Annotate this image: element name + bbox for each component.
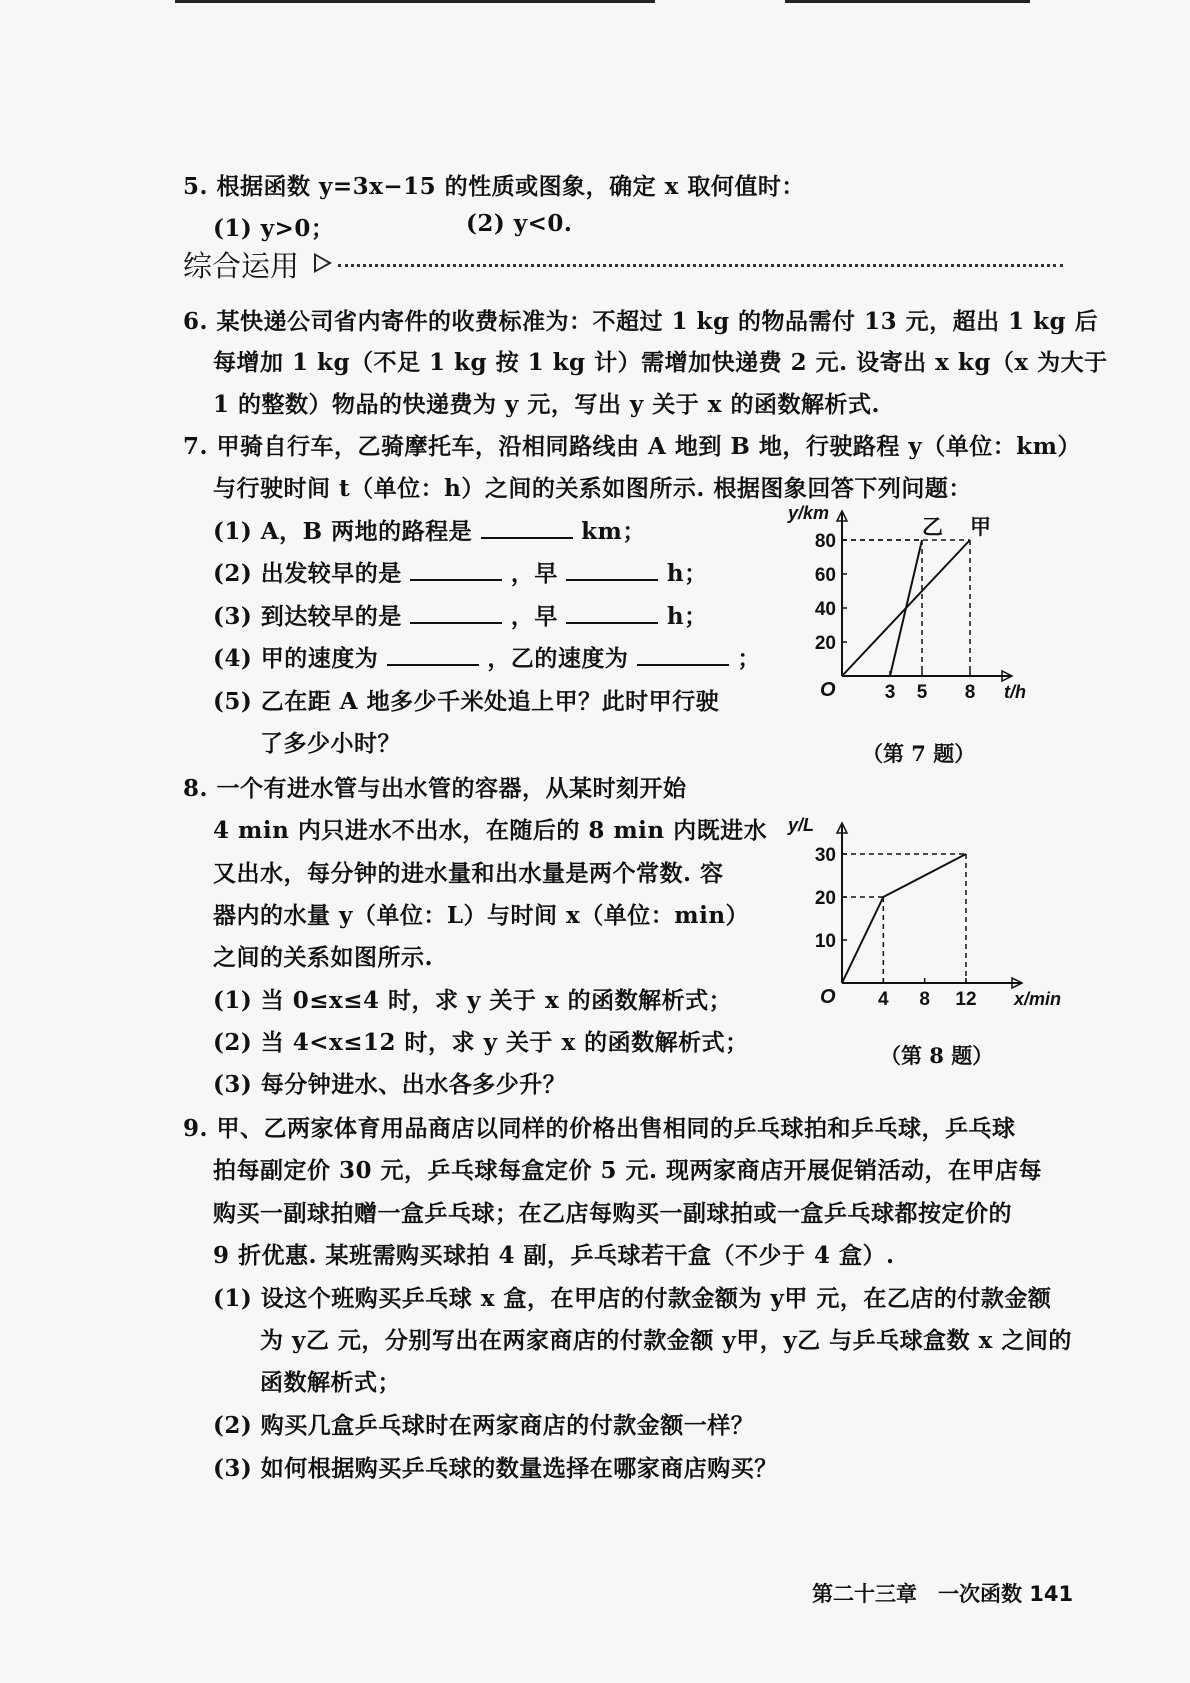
q8-sub2: (2) 当 4<x≤12 时，求 y 关于 x 的函数解析式； [213,1029,749,1056]
q7-sub2-unit: h； [666,560,708,587]
x-axis-label: x/min [1014,989,1062,1009]
q7-sub2 [213,555,708,588]
section-header [183,240,1063,284]
q6-line1: 6. 某快递公司省内寄件的收费标准为：不超过 1 kg 的物品需付 13 元，超出 1 kg 后 [183,308,1099,335]
y-tick-label: 20 [814,633,836,654]
x-tick-label: 8 [919,989,930,1010]
figure-7-chart [780,503,1030,718]
q8-line2: 4 min 内只进水不出水，在随后的 8 min 内既进水 [213,817,768,844]
q7-sub3-text2: ，早 [510,603,558,630]
q7-sub1-unit: km； [581,518,646,545]
q5-part2: (2) y<0. [466,210,573,237]
q7-sub3-unit: h； [666,603,708,630]
answer-blank[interactable] [410,559,502,581]
answer-blank[interactable] [637,644,729,666]
y-tick-label: 30 [814,845,836,866]
figure-8-chart [788,808,1062,1013]
series-line-2 [890,540,922,676]
figure-8-caption: （第 8 题） [880,1043,994,1068]
q9-sub2: (2) 购买几盒乒乓球时在两家商店的付款金额一样？ [213,1412,755,1439]
x-tick-label: 5 [916,682,928,703]
y-tick-label: 10 [814,931,836,952]
answer-blank[interactable] [410,602,502,624]
x-tick-label: 3 [884,682,896,703]
series-label: 乙 [922,516,943,539]
origin-label: O [820,679,836,701]
q9-line3: 购买一副球拍赠一盒乒乓球；在乙店每购买一副球拍或一盒乒乓球都按定价的 [213,1200,1012,1227]
x-axis-label: t/h [1004,682,1026,702]
series-label: 甲 [970,516,991,539]
q8-sub3: (3) 每分钟进水、出水各多少升？ [213,1071,567,1098]
x-tick-label: 8 [964,682,976,703]
origin-label: O [820,986,836,1008]
q6-line2: 每增加 1 kg（不足 1 kg 按 1 kg 计）需增加快递费 2 元. 设寄出 x kg（x 为大于 [213,349,1108,376]
y-tick-label: 40 [814,599,836,620]
series-line-1 [842,854,966,983]
section-divider [338,264,1063,267]
q7-sub2-text2: ，早 [510,560,558,587]
q9-line4: 9 折优惠. 某班需购买球拍 4 副，乒乓球若干盒（不少于 4 盒）. [213,1242,895,1269]
section-arrow-icon [314,253,332,273]
q8-line4: 器内的水量 y（单位：L）与时间 x（单位：min） [213,902,750,929]
q7-sub3-text: (3) 到达较早的是 [213,603,402,630]
q5-stem: 5. 根据函数 y=3x−15 的性质或图象，确定 x 取何值时： [183,173,805,200]
q7-sub3 [213,598,708,631]
q7-sub4-text: (4) 甲的速度为 [213,645,379,672]
q8-line1: 8. 一个有进水管与出水管的容器，从某时刻开始 [183,775,687,802]
y-axis-label: y/L [788,815,815,835]
q8-sub1: (1) 当 0≤x≤4 时，求 y 关于 x 的函数解析式； [213,987,733,1014]
q8-line3: 又出水，每分钟的进水量和出水量是两个常数. 容 [213,860,724,887]
q7-line1: 7. 甲骑自行车，乙骑摩托车，沿相同路线由 A 地到 B 地，行驶路程 y（单位：km） [183,433,1081,460]
x-tick-label: 4 [878,989,889,1010]
q6-line3: 1 的整数）物品的快递费为 y 元，写出 y 关于 x 的函数解析式. [213,391,881,418]
answer-blank[interactable] [566,602,658,624]
q7-sub1 [213,513,646,546]
q9-sub1c: 函数解析式； [260,1369,401,1396]
figure-7-caption: （第 7 题） [862,741,976,766]
q9-sub1b: 为 y乙 元，分别写出在两家商店的付款金额 y甲，y乙 与乒乓球盒数 x 之间的 [260,1327,1072,1354]
q7-sub1-text: (1) A，B 两地的路程是 [213,518,473,545]
q7-sub2-text: (2) 出发较早的是 [213,560,402,587]
q9-line2: 拍每副定价 30 元，乒乓球每盒定价 5 元. 现两家商店开展促销活动，在甲店每 [213,1157,1043,1184]
q7-sub5a: (5) 乙在距 A 地多少千米处追上甲？此时甲行驶 [213,688,720,715]
answer-blank[interactable] [566,559,658,581]
q7-sub5b: 了多少小时？ [260,730,401,757]
answer-blank[interactable] [481,517,573,539]
q5-part1: (1) y>0； [213,215,335,242]
x-tick-label: 12 [955,989,977,1010]
section-title: 综合运用 [183,249,300,283]
page-footer: 第二十三章 一次函数 141 [812,1582,1074,1606]
q7-sub4-end: ； [737,645,761,672]
q8-line5: 之间的关系如图所示. [213,944,434,971]
y-axis-label: y/km [788,503,830,523]
y-tick-label: 20 [814,888,836,909]
y-tick-label: 80 [814,531,836,552]
y-tick-label: 60 [814,565,836,586]
answer-blank[interactable] [387,644,479,666]
q9-line1: 9. 甲、乙两家体育用品商店以同样的价格出售相同的乒乓球拍和乒乓球，乒乓球 [183,1115,1016,1142]
q9-sub3: (3) 如何根据购买乒乓球的数量选择在哪家商店购买？ [213,1455,778,1482]
q7-line2: 与行驶时间 t（单位：h）之间的关系如图所示. 根据图象回答下列问题： [213,475,972,502]
q7-sub4-text2: ，乙的速度为 [487,645,629,672]
q9-sub1a: (1) 设这个班购买乒乓球 x 盒，在甲店的付款金额为 y甲 元，在乙店的付款金额 [213,1285,1052,1312]
q7-sub4 [213,640,761,673]
